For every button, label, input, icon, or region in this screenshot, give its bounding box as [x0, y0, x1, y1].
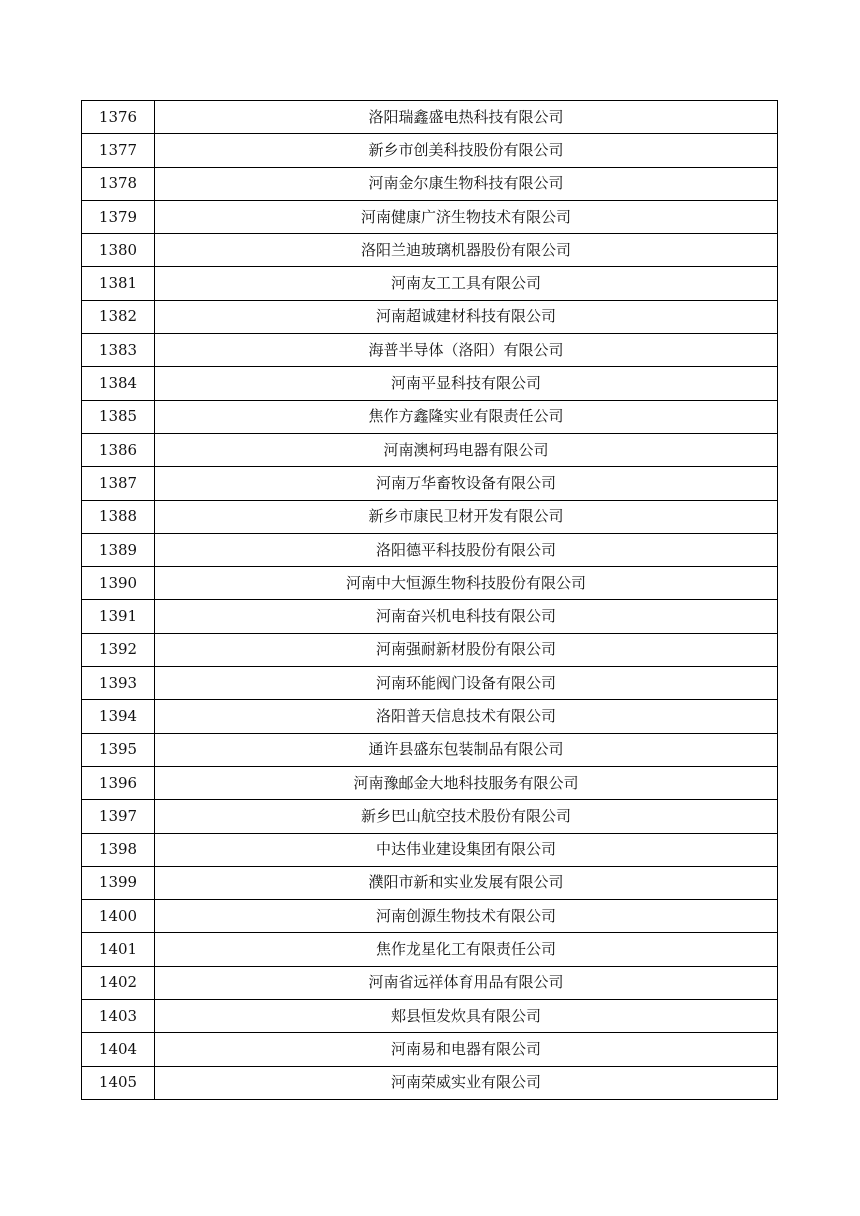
table-row: [82, 966, 778, 999]
company-name-cell: 河南豫邮金大地科技服务有限公司: [155, 766, 778, 799]
company-name-cell: 河南金尔康生物科技有限公司: [155, 167, 778, 200]
company-name-cell: 濮阳市新和实业发展有限公司: [155, 866, 778, 899]
table-row: [82, 933, 778, 966]
table-row: [82, 500, 778, 533]
company-name-cell: 中达伟业建设集团有限公司: [155, 833, 778, 866]
company-name-cell: 河南奋兴机电科技有限公司: [155, 600, 778, 633]
company-name-cell: 河南健康广济生物技术有限公司: [155, 200, 778, 233]
table-row: [82, 600, 778, 633]
company-name-cell: 河南创源生物技术有限公司: [155, 900, 778, 933]
table-row: [82, 1000, 778, 1033]
row-number-cell: 1405: [82, 1066, 155, 1099]
company-name-cell: 河南易和电器有限公司: [155, 1033, 778, 1066]
row-number-cell: 1401: [82, 933, 155, 966]
row-number-cell: 1395: [82, 733, 155, 766]
row-number-cell: 1384: [82, 367, 155, 400]
row-number-cell: 1387: [82, 467, 155, 500]
table-row: [82, 667, 778, 700]
company-name-cell: 洛阳瑞鑫盛电热科技有限公司: [155, 101, 778, 134]
table-row: [82, 101, 778, 134]
table-row: [82, 833, 778, 866]
row-number-cell: 1390: [82, 567, 155, 600]
company-name-cell: 焦作龙星化工有限责任公司: [155, 933, 778, 966]
table-row: [82, 1033, 778, 1066]
company-name-cell: 新乡巴山航空技术股份有限公司: [155, 800, 778, 833]
row-number-cell: 1403: [82, 1000, 155, 1033]
row-number-cell: 1389: [82, 533, 155, 566]
company-name-cell: 焦作方鑫隆实业有限责任公司: [155, 400, 778, 433]
row-number-cell: 1385: [82, 400, 155, 433]
row-number-cell: 1396: [82, 766, 155, 799]
row-number-cell: 1380: [82, 234, 155, 267]
table-row: [82, 334, 778, 367]
row-number-cell: 1378: [82, 167, 155, 200]
row-number-cell: 1402: [82, 966, 155, 999]
row-number-cell: 1376: [82, 101, 155, 134]
company-list-table: [81, 100, 778, 1100]
table-row: [82, 234, 778, 267]
company-list-body: [82, 101, 778, 1100]
row-number-cell: 1391: [82, 600, 155, 633]
company-name-cell: 河南强耐新材股份有限公司: [155, 633, 778, 666]
company-name-cell: 洛阳普天信息技术有限公司: [155, 700, 778, 733]
company-name-cell: 河南平显科技有限公司: [155, 367, 778, 400]
table-row: [82, 400, 778, 433]
table-row: [82, 700, 778, 733]
table-row: [82, 900, 778, 933]
company-name-cell: 河南万华畜牧设备有限公司: [155, 467, 778, 500]
row-number-cell: 1398: [82, 833, 155, 866]
row-number-cell: 1381: [82, 267, 155, 300]
row-number-cell: 1392: [82, 633, 155, 666]
table-row: [82, 567, 778, 600]
table-row: [82, 367, 778, 400]
company-name-cell: 洛阳兰迪玻璃机器股份有限公司: [155, 234, 778, 267]
table-row: [82, 267, 778, 300]
company-name-cell: 新乡市创美科技股份有限公司: [155, 134, 778, 167]
row-number-cell: 1397: [82, 800, 155, 833]
table-row: [82, 1066, 778, 1099]
company-name-cell: 河南省远祥体育用品有限公司: [155, 966, 778, 999]
table-row: [82, 800, 778, 833]
row-number-cell: 1382: [82, 300, 155, 333]
table-row: [82, 633, 778, 666]
table-row: [82, 866, 778, 899]
row-number-cell: 1377: [82, 134, 155, 167]
row-number-cell: 1379: [82, 200, 155, 233]
row-number-cell: 1386: [82, 433, 155, 466]
table-row: [82, 766, 778, 799]
table-row: [82, 467, 778, 500]
company-name-cell: 河南环能阀门设备有限公司: [155, 667, 778, 700]
table-row: [82, 733, 778, 766]
row-number-cell: 1400: [82, 900, 155, 933]
row-number-cell: 1394: [82, 700, 155, 733]
company-name-cell: 河南中大恒源生物科技股份有限公司: [155, 567, 778, 600]
row-number-cell: 1393: [82, 667, 155, 700]
table-row: [82, 300, 778, 333]
company-name-cell: 河南荣威实业有限公司: [155, 1066, 778, 1099]
row-number-cell: 1404: [82, 1033, 155, 1066]
company-name-cell: 通许县盛东包装制品有限公司: [155, 733, 778, 766]
table-row: [82, 433, 778, 466]
company-name-cell: 河南超诚建材科技有限公司: [155, 300, 778, 333]
company-name-cell: 郏县恒发炊具有限公司: [155, 1000, 778, 1033]
table-row: [82, 134, 778, 167]
company-name-cell: 海普半导体（洛阳）有限公司: [155, 334, 778, 367]
company-name-cell: 洛阳德平科技股份有限公司: [155, 533, 778, 566]
table-row: [82, 167, 778, 200]
table-row: [82, 533, 778, 566]
row-number-cell: 1383: [82, 334, 155, 367]
row-number-cell: 1388: [82, 500, 155, 533]
company-name-cell: 河南友工工具有限公司: [155, 267, 778, 300]
row-number-cell: 1399: [82, 866, 155, 899]
company-name-cell: 新乡市康民卫材开发有限公司: [155, 500, 778, 533]
table-row: [82, 200, 778, 233]
company-name-cell: 河南澳柯玛电器有限公司: [155, 433, 778, 466]
